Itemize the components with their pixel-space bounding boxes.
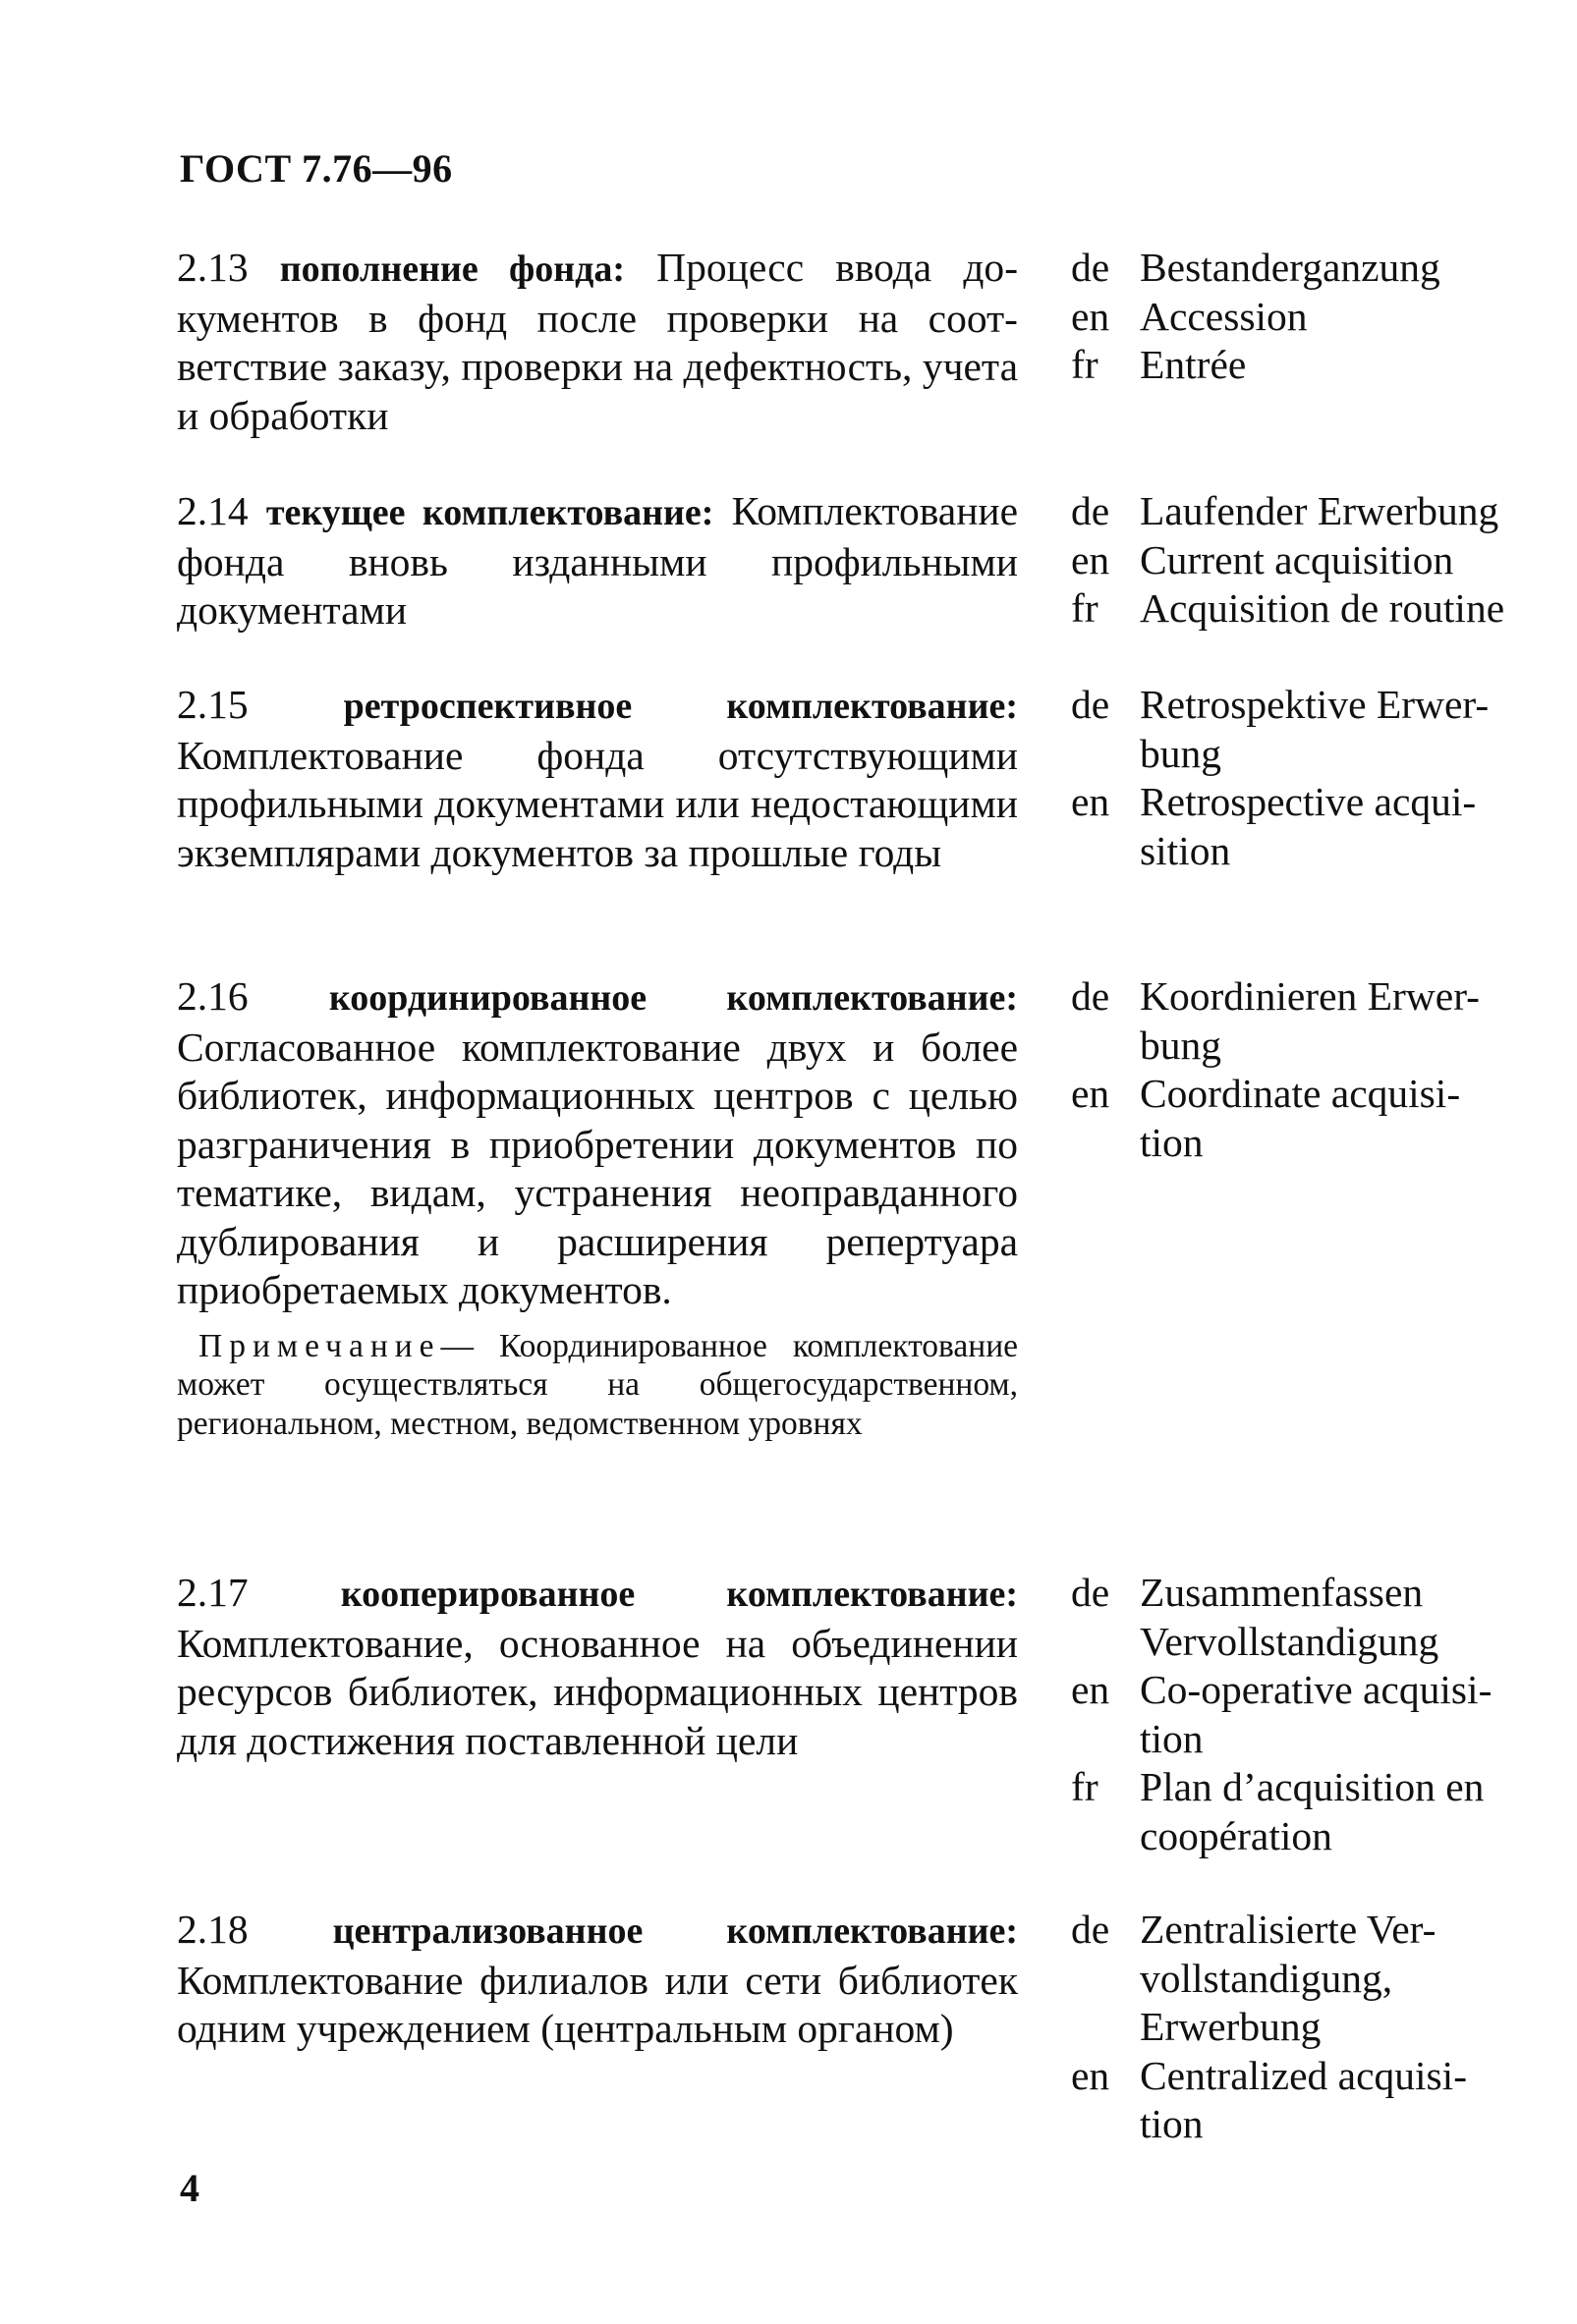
term-name: текущее комплектование: <box>265 492 714 533</box>
term-definition-block <box>177 972 1018 1443</box>
translation-text: sition <box>1140 827 1231 873</box>
translation-text: Bestanderganzung <box>1140 245 1440 290</box>
translation-text: Koordinieren Erwer- <box>1140 973 1481 1019</box>
term-definition: Комплектование фонда отсутствующими профильными документами или недостающими экземплярами документов за прошлые годы <box>177 732 1018 875</box>
translation-text: Plan d’acquisition en <box>1140 1764 1485 1809</box>
translation-row <box>1071 681 1562 778</box>
translation-text: Vervollstandigung <box>1140 1618 1439 1664</box>
lang-code: fr <box>1071 342 1098 387</box>
translation-text: Retrospective acqui- <box>1140 779 1477 824</box>
translation-text: bung <box>1140 730 1221 776</box>
term-number: 2.13 <box>177 245 249 290</box>
note-text: — Координированное комплектование может осуществляться на общегосударственном, региональном, местном, ведомственном уровнях <box>177 1327 1018 1442</box>
lang-code: de <box>1071 973 1110 1019</box>
translation-row <box>1071 487 1562 536</box>
term-name: ретроспективное комплектование: <box>343 686 1018 727</box>
term-definition-block <box>177 681 1018 877</box>
translation-text: Centralized acquisi- <box>1140 2052 1468 2098</box>
translation-text: Current acquisition <box>1140 536 1454 582</box>
translation-text: Zentralisierte Ver- <box>1140 1907 1436 1952</box>
term-number: 2.14 <box>177 488 249 533</box>
translation-row <box>1071 244 1562 293</box>
term-definition-block <box>177 487 1018 636</box>
lang-code: de <box>1071 682 1110 727</box>
translation-text: bung <box>1140 1022 1221 1068</box>
translation-text: Entrée <box>1140 342 1247 387</box>
translations <box>1071 681 1562 875</box>
term-number: 2.18 <box>177 1907 249 1952</box>
translation-row <box>1071 341 1562 390</box>
term-name: координированное комплектование: <box>328 977 1018 1019</box>
translation-row <box>1071 1763 1562 1860</box>
translation-row <box>1071 1906 1562 2052</box>
term-number: 2.15 <box>177 682 249 727</box>
translation-text: Coordinate acquisi- <box>1140 1071 1461 1116</box>
term-name: пополнение фонда: <box>279 249 626 290</box>
translation-row <box>1071 584 1562 634</box>
lang-code: fr <box>1071 585 1098 631</box>
translation-row <box>1071 1569 1562 1666</box>
term-definition: Согласованное комплектование двух и более библиотек, информационных центров с целью разграничения в приобретении документов по тематике, видам, устранения неоправданного дублирования и расширения репертуара приобретаемых документов. <box>177 1024 1018 1312</box>
translation-text: tion <box>1140 2101 1204 2146</box>
term-note <box>177 1327 1018 1444</box>
lang-code: de <box>1071 245 1110 290</box>
lang-code: en <box>1071 2052 1110 2098</box>
translations <box>1071 972 1562 1167</box>
translation-text: Laufender Erwerbung <box>1140 488 1499 533</box>
translation-row <box>1071 1070 1562 1167</box>
translation-text: vollstandigung, <box>1140 1955 1393 2001</box>
translation-row <box>1071 1666 1562 1763</box>
translation-row <box>1071 293 1562 342</box>
translation-text: Retrospektive Erwer- <box>1140 682 1490 727</box>
translation-text: Co-operative acquisi- <box>1140 1667 1493 1712</box>
lang-code: fr <box>1071 1764 1098 1809</box>
term-number: 2.17 <box>177 1570 249 1615</box>
term-name: централизованное комплектование: <box>332 1910 1019 1952</box>
translation-text: Erwerbung <box>1140 2004 1322 2049</box>
term-definition-block <box>177 1906 1018 2054</box>
translation-row <box>1071 972 1562 1070</box>
term-number: 2.16 <box>177 973 249 1019</box>
term-name: кооперированное комплектование: <box>340 1574 1018 1615</box>
translations <box>1071 487 1562 634</box>
translation-row <box>1071 536 1562 585</box>
term-definition: Комплектование, основанное на объединении ресурсов библиотек, информационных центров для достижения поставленной цели <box>177 1620 1018 1763</box>
lang-code: de <box>1071 1570 1110 1615</box>
lang-code: en <box>1071 1667 1110 1712</box>
translation-text: coopération <box>1140 1812 1332 1858</box>
translation-text: tion <box>1140 1119 1204 1165</box>
translation-text: Zusammenfassen <box>1140 1570 1424 1615</box>
lang-code: en <box>1071 1071 1110 1116</box>
translations <box>1071 244 1562 390</box>
term-definition-block <box>177 244 1018 440</box>
term-definition-block <box>177 1569 1018 1765</box>
lang-code: en <box>1071 779 1110 824</box>
note-label: Примечание <box>198 1327 441 1364</box>
page-number: 4 <box>180 2166 199 2210</box>
translation-row <box>1071 778 1562 875</box>
document-header: ГОСТ 7.76—96 <box>180 146 453 191</box>
translation-text: tion <box>1140 1715 1204 1761</box>
term-definition: Комплектование филиалов или сети библиотек одним учреждением (центральным органом) <box>177 1957 1018 2051</box>
term-definition: Процесс ввода документов в фонд после проверки на соответствие заказу, проверки на дефектность, учета и обработки <box>177 245 1019 438</box>
translations <box>1071 1569 1562 1860</box>
translation-text: Accession <box>1140 293 1308 339</box>
lang-code: de <box>1071 488 1110 533</box>
lang-code: de <box>1071 1907 1110 1952</box>
lang-code: en <box>1071 536 1110 582</box>
translations <box>1071 1906 1562 2149</box>
term-definition: Комплектование фонда вновь изданными профильными документами <box>177 488 1019 633</box>
lang-code: en <box>1071 293 1110 339</box>
translation-row <box>1071 2052 1562 2149</box>
translation-text: Acquisition de routine <box>1140 585 1505 631</box>
